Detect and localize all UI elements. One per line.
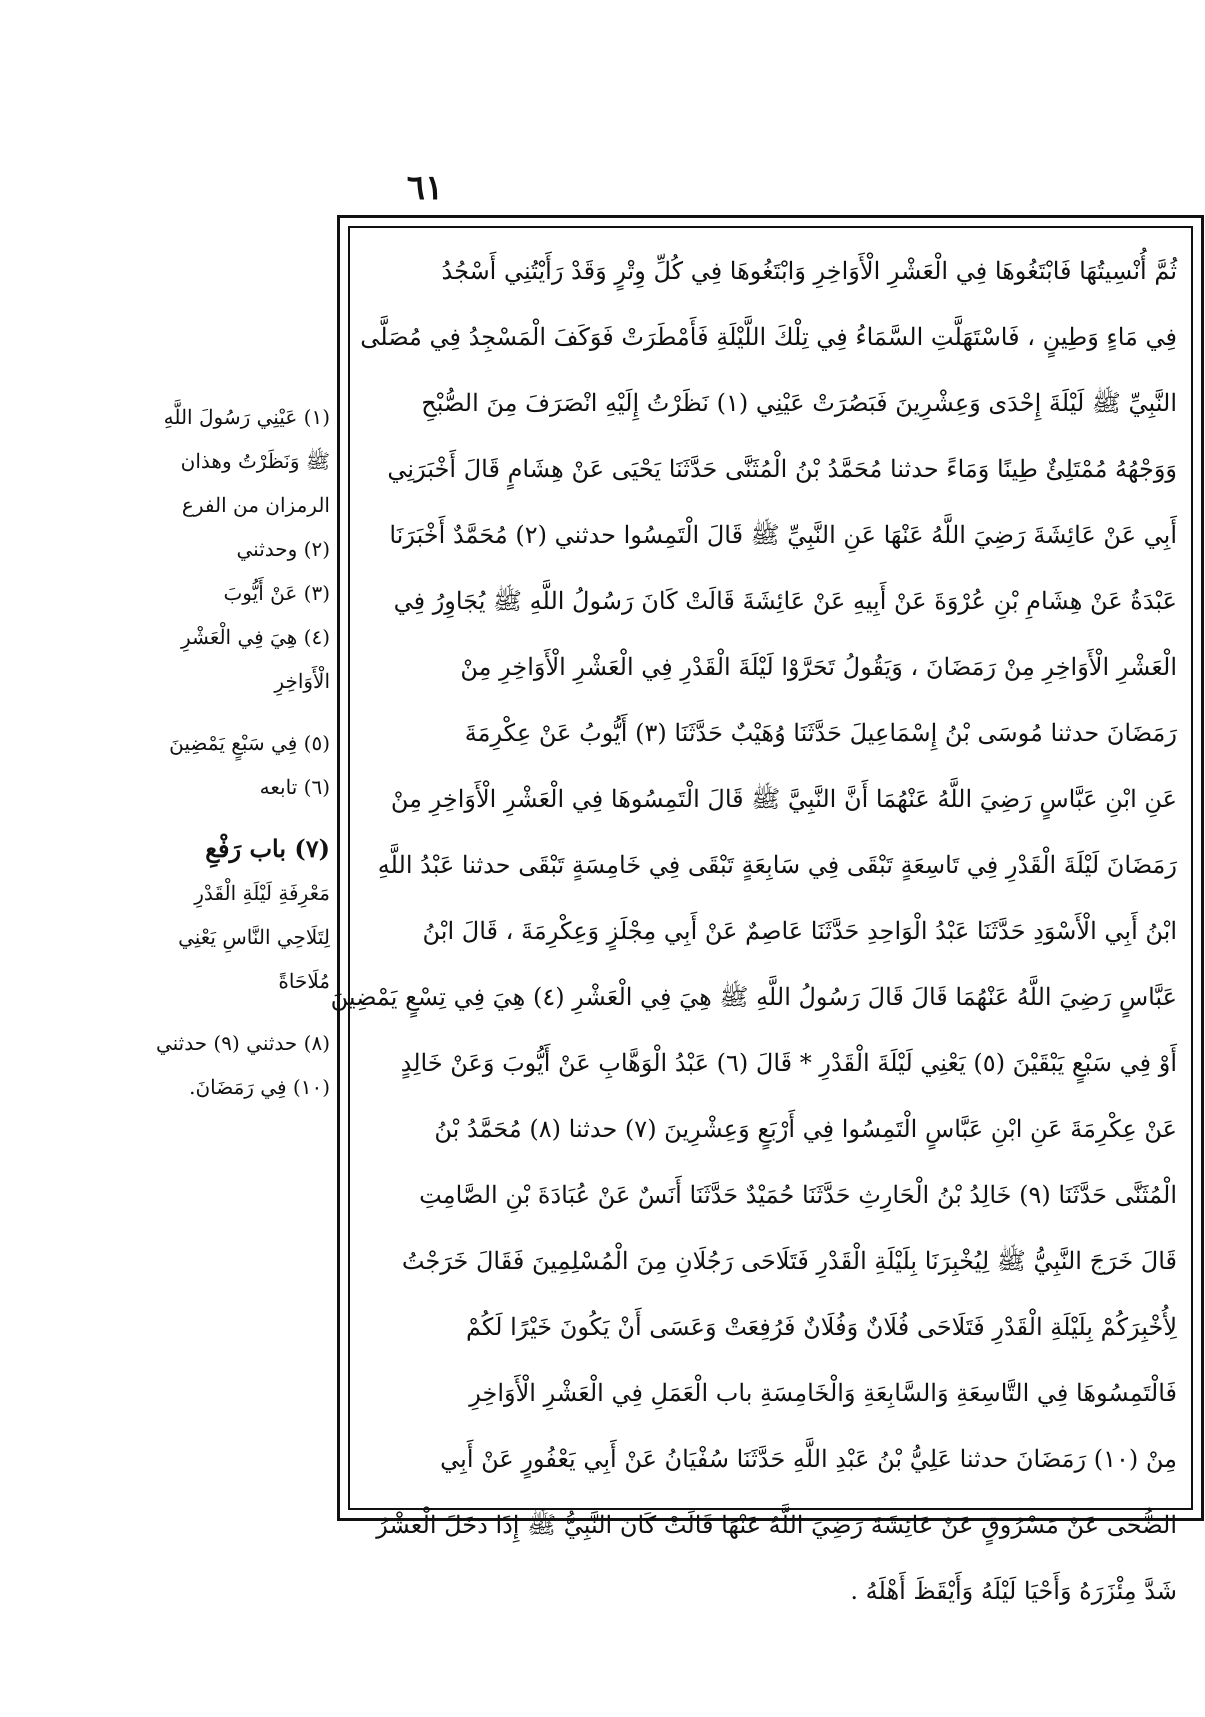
text-line: عَبْدَةُ عَنْ هِشَامِ بْنِ عُرْوَةَ عَنْ أَبِيهِ عَنْ عَائِشَةَ قَالَتْ كَانَ رَسُولُ اللَّهِ ﷺ يُجَاوِرُ فِي xyxy=(393,587,1177,615)
text-line: الضُّحَى عَنْ مَسْرُوقٍ عَنْ عَائِشَةَ رَضِيَ اللَّهُ عَنْهَا قَالَتْ كَانَ النَّبِيُّ ﷺ إِذَا دَخَلَ الْعَشْرُ xyxy=(376,1511,1177,1539)
footnote-line: (١٠) فِي رَمَضَانَ. xyxy=(189,1075,330,1099)
footnote-line: الْأَوَاخِرِ xyxy=(274,669,330,693)
footnote-line: (٨) حدثني (٩) حدثني xyxy=(155,1031,330,1055)
text-line: رَمَضَانَ لَيْلَةَ الْقَدْرِ فِي تَاسِعَةٍ تَبْقَى فِي سَابِعَةٍ تَبْقَى فِي خَامِسَةٍ تَبْقَى حدثنا عَبْدُ اللَّهِ xyxy=(377,851,1177,879)
text-frame-outer xyxy=(330,215,1204,1605)
text-line: ابْنُ أَبِي الْأَسْوَدِ حَدَّثَنَا عَبْدُ الْوَاحِدِ حَدَّثَنَا عَاصِمٌ عَنْ أَبِي مِجْلَزٍ وَعِكْرِمَةَ ، قَالَ ابْنُ xyxy=(422,917,1177,945)
text-line: الْعَشْرِ الْأَوَاخِرِ مِنْ رَمَضَانَ ، وَيَقُولُ تَحَرَّوْا لَيْلَةَ الْقَدْرِ فِي الْعَشْرِ الْأَوَاخِرِ مِنْ xyxy=(460,653,1177,681)
text-line: عَنْ عِكْرِمَةَ عَنِ ابْنِ عَبَّاسٍ الْتَمِسُوا فِي أَرْبَعٍ وَعِشْرِينَ (٧) حدثنا (٨) مُحَمَّدُ بْنُ xyxy=(434,1115,1177,1143)
text-line: ثُمَّ أُنْسِيتُهَا فَابْتَغُوهَا فِي الْعَشْرِ الْأَوَاخِرِ وَابْتَغُوهَا فِي كُلِّ وِتْرٍ وَقَدْ رَأَيْتُنِي أَسْجُدُ xyxy=(441,257,1177,285)
text-line: فِي مَاءٍ وَطِينٍ ، فَاسْتَهَلَّتِ السَّمَاءُ فِي تِلْكَ اللَّيْلَةِ فَأَمْطَرَتْ فَوَكَفَ الْمَسْجِدُ فِي مُصَلَّى xyxy=(360,323,1177,351)
text-line: الْمُثَنَّى حَدَّثَنَا (٩) خَالِدُ بْنُ الْحَارِثِ حَدَّثَنَا حُمَيْدٌ حَدَّثَنَا أَنَسٌ عَنْ عُبَادَةَ بْنِ الصَّامِتِ xyxy=(419,1181,1177,1209)
footnote-line: لِتَلَاحِي النَّاسِ يَعْنِي xyxy=(178,925,330,949)
text-line: النَّبِيِّ ﷺ لَيْلَةَ إِحْدَى وَعِشْرِينَ فَبَصُرَتْ عَيْنِي (١) نَظَرْتُ إِلَيْهِ انْصَرَفَ مِنَ الصُّبْحِ xyxy=(421,389,1177,417)
text-line: عَنِ ابْنِ عَبَّاسٍ رَضِيَ اللَّهُ عَنْهُمَا أَنَّ النَّبِيَّ ﷺ قَالَ الْتَمِسُوهَا فِي الْعَشْرِ الْأَوَاخِرِ مِنْ xyxy=(390,785,1177,813)
footnote-line: (٦) تابعه xyxy=(259,775,330,799)
footnote-line: (٥) فِي سَبْعٍ يَمْضِينَ xyxy=(169,731,330,755)
text-line: لِأُخْبِرَكُمْ بِلَيْلَةِ الْقَدْرِ فَتَلَاحَى فُلَانٌ وَفُلَانٌ فَرُفِعَتْ وَعَسَى أَنْ يَكُونَ خَيْرًا لَكُمْ xyxy=(465,1313,1177,1341)
footnote-line: الرمزان من الفرع xyxy=(181,493,330,517)
text-line: وَوَجْهُهُ مُمْتَلِئٌ طِينًا وَمَاءً حدثنا مُحَمَّدُ بْنُ الْمُثَنَّى حَدَّثَنَا يَحْيَى عَنْ هِشَامٍ قَالَ أَخْبَرَنِي xyxy=(387,455,1177,483)
footnote-line: (٢) وحدثني xyxy=(236,537,330,561)
footnote-line: (٤) هِيَ فِي الْعَشْرِ xyxy=(180,625,330,649)
text-line: مِنْ (١٠) رَمَضَانَ حدثنا عَلِيُّ بْنُ عَبْدِ اللَّهِ حَدَّثَنَا سُفْيَانُ عَنْ أَبِي يَعْفُورٍ عَنْ أَبِي xyxy=(440,1445,1177,1473)
footnote-line: (١) عَيْنِي رَسُولَ اللَّهِ xyxy=(163,405,330,429)
footnote-line: مَعْرِفَةِ لَيْلَةِ الْقَدْرِ xyxy=(194,881,330,905)
text-line: أَوْ فِي سَبْعٍ يَبْقَيْنَ (٥) يَعْنِي لَيْلَةَ الْقَدْرِ * قَالَ (٦) عَبْدُ الْوَهَّابِ عَنْ أَيُّوبَ وَعَنْ خَالِدٍ xyxy=(400,1049,1177,1077)
footnote-line: ﷺ وَنَظَرْتُ وهذان xyxy=(180,449,330,473)
page-number: ٦١ xyxy=(406,168,444,208)
footnote-line: (٧) باب رَفْعِ xyxy=(205,834,330,863)
main-text-block xyxy=(330,238,1177,1624)
text-frame-inner xyxy=(330,226,1193,1605)
text-line: فَالْتَمِسُوهَا فِي التَّاسِعَةِ وَالسَّابِعَةِ وَالْخَامِسَةِ باب الْعَمَلِ فِي الْعَشْرِ الْأَوَاخِرِ xyxy=(469,1379,1177,1407)
footnote-line: (٣) عَنْ أَيُّوبَ xyxy=(223,581,330,605)
footnotes-margin xyxy=(0,395,330,1109)
text-line: شَدَّ مِئْزَرَهُ وَأَحْيَا لَيْلَهُ وَأَيْقَظَ أَهْلَهُ . xyxy=(850,1577,1177,1605)
text-line: أَبِي عَنْ عَائِشَةَ رَضِيَ اللَّهُ عَنْهَا عَنِ النَّبِيِّ ﷺ قَالَ الْتَمِسُوا حدثني (٢) مُحَمَّدٌ أَخْبَرَنَا xyxy=(389,521,1177,549)
text-line: عَبَّاسٍ رَضِيَ اللَّهُ عَنْهُمَا قَالَ قَالَ رَسُولُ اللَّهِ ﷺ هِيَ فِي الْعَشْرِ (٤) هِيَ فِي تِسْعٍ يَمْضِينَ xyxy=(330,983,1177,1011)
text-line: رَمَضَانَ حدثنا مُوسَى بْنُ إِسْمَاعِيلَ حَدَّثَنَا وُهَيْبٌ حَدَّثَنَا (٣) أَيُّوبُ عَنْ عِكْرِمَةَ xyxy=(464,719,1177,747)
text-line: قَالَ خَرَجَ النَّبِيُّ ﷺ لِيُخْبِرَنَا بِلَيْلَةِ الْقَدْرِ فَتَلَاحَى رَجُلَانِ مِنَ الْمُسْلِمِينَ فَقَالَ خَرَجْتُ xyxy=(401,1247,1177,1275)
footnote-line: مُلَاحَاةً xyxy=(278,969,330,993)
